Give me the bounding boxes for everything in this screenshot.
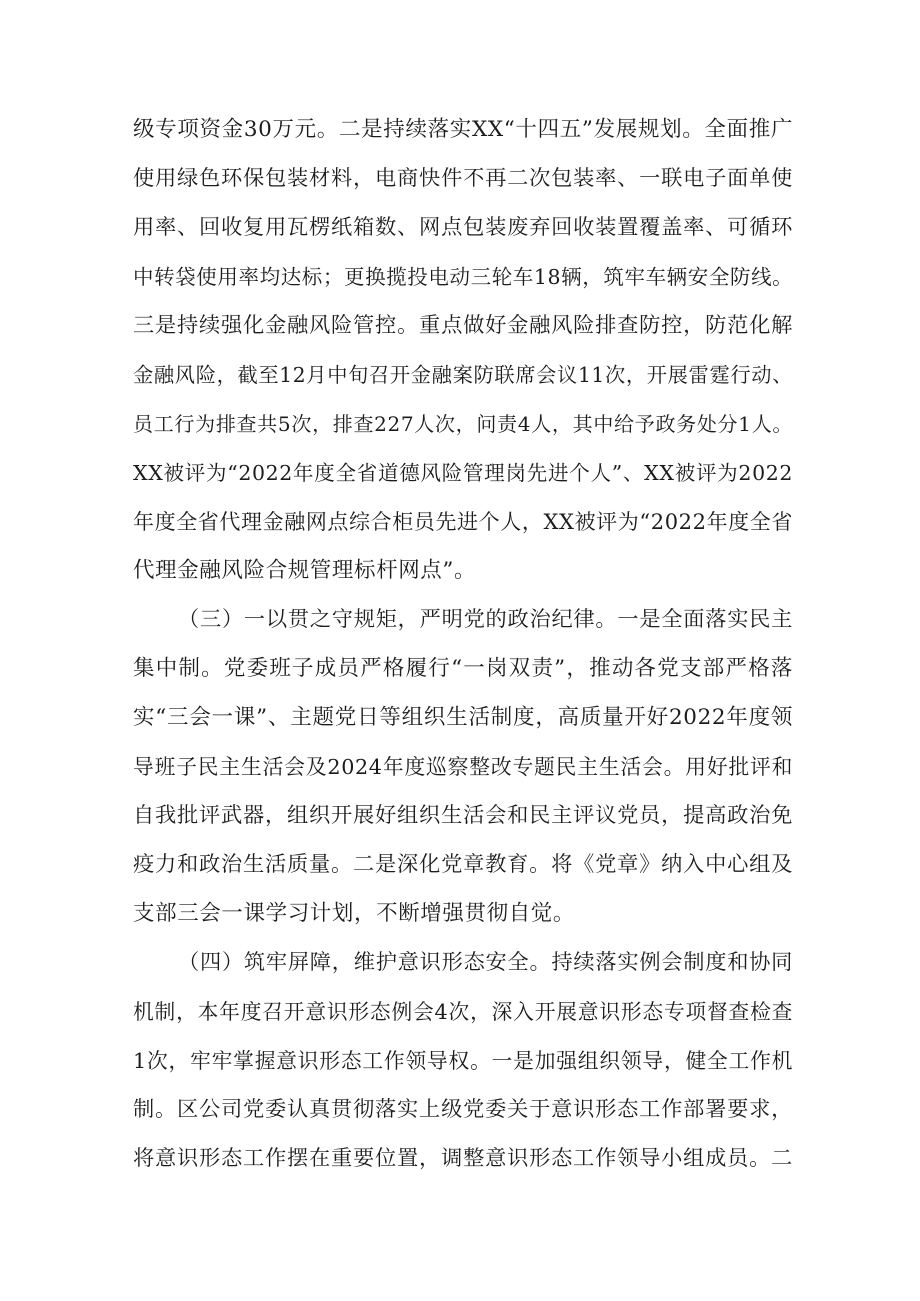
- text-line-17: 支部三会一课学习计划，不断增强贯彻自觉。: [133, 901, 576, 926]
- text-line-9: 年度全省代理金融网点综合柜员先进个人，XX被评为“2022年度全省: [133, 510, 793, 534]
- paragraph-4-heading-line: （四）筑牢屏障，维护意识形态安全。持续落实例会制度和协同: [178, 950, 793, 975]
- text-line-2: 使用绿色环保包装材料，电商快件不再二次包装率、一联电子面单使: [133, 166, 793, 191]
- text-line-21: 制。区公司党委认真贯彻落实上级党委关于意识形态工作部署要求，: [133, 1097, 793, 1122]
- text-line-16: 疫力和政治生活质量。二是深化党章教育。将《党章》纳入中心组及: [133, 852, 793, 877]
- text-line-1: 级专项资金30万元。二是持续落实XX“十四五”发展规划。全面推广: [133, 117, 793, 142]
- text-line-6: 金融风险，截至12月中旬召开金融案防联席会议11次，开展雷霆行动、: [133, 363, 793, 387]
- text-line-22: 将意识形态工作摆在重要位置，调整意识形态工作领导小组成员。二: [133, 1146, 793, 1171]
- text-line-4: 中转袋使用率均达标；更换揽投电动三轮车18辆，筑牢车辆安全防线。: [133, 265, 794, 289]
- text-line-8: XX被评为“2022年度全省道德风险管理岗先进个人”、XX被评为2022: [133, 461, 793, 485]
- text-line-10: 代理金融风险合规管理标杆网点”。: [133, 558, 477, 583]
- text-line-3: 用率、回收复用瓦楞纸箱数、网点包装废弃回收装置覆盖率、可循环: [133, 215, 793, 240]
- text-line-14: 导班子民主生活会及2024年度巡察整改专题民主生活会。用好批评和: [133, 755, 793, 779]
- text-line-20: 1次，牢牢掌握意识形态工作领导权。一是加强组织领导，健全工作机: [133, 1049, 793, 1073]
- text-line-5: 三是持续强化金融风险管控。重点做好金融风险排查防控，防范化解: [133, 313, 793, 338]
- text-line-15: 自我批评武器，组织开展好组织生活会和民主评议党员，提高政治免: [133, 803, 793, 828]
- text-line-19: 机制，本年度召开意识形态例会4次，深入开展意识形态专项督查检查: [133, 1000, 793, 1024]
- paragraph-3-heading-line: （三）一以贯之守规矩，严明党的政治纪律。一是全面落实民主: [178, 607, 793, 632]
- text-line-7: 员工行为排查共5次，排查227人次，问责4人，其中给予政务处分1人。: [133, 412, 793, 436]
- text-line-13: 实“三会一课”、主题党日等组织生活制度，高质量开好2022年度领: [133, 705, 793, 730]
- text-line-12: 集中制。党委班子成员严格履行“一岗双责”，推动各党支部严格落: [133, 656, 793, 681]
